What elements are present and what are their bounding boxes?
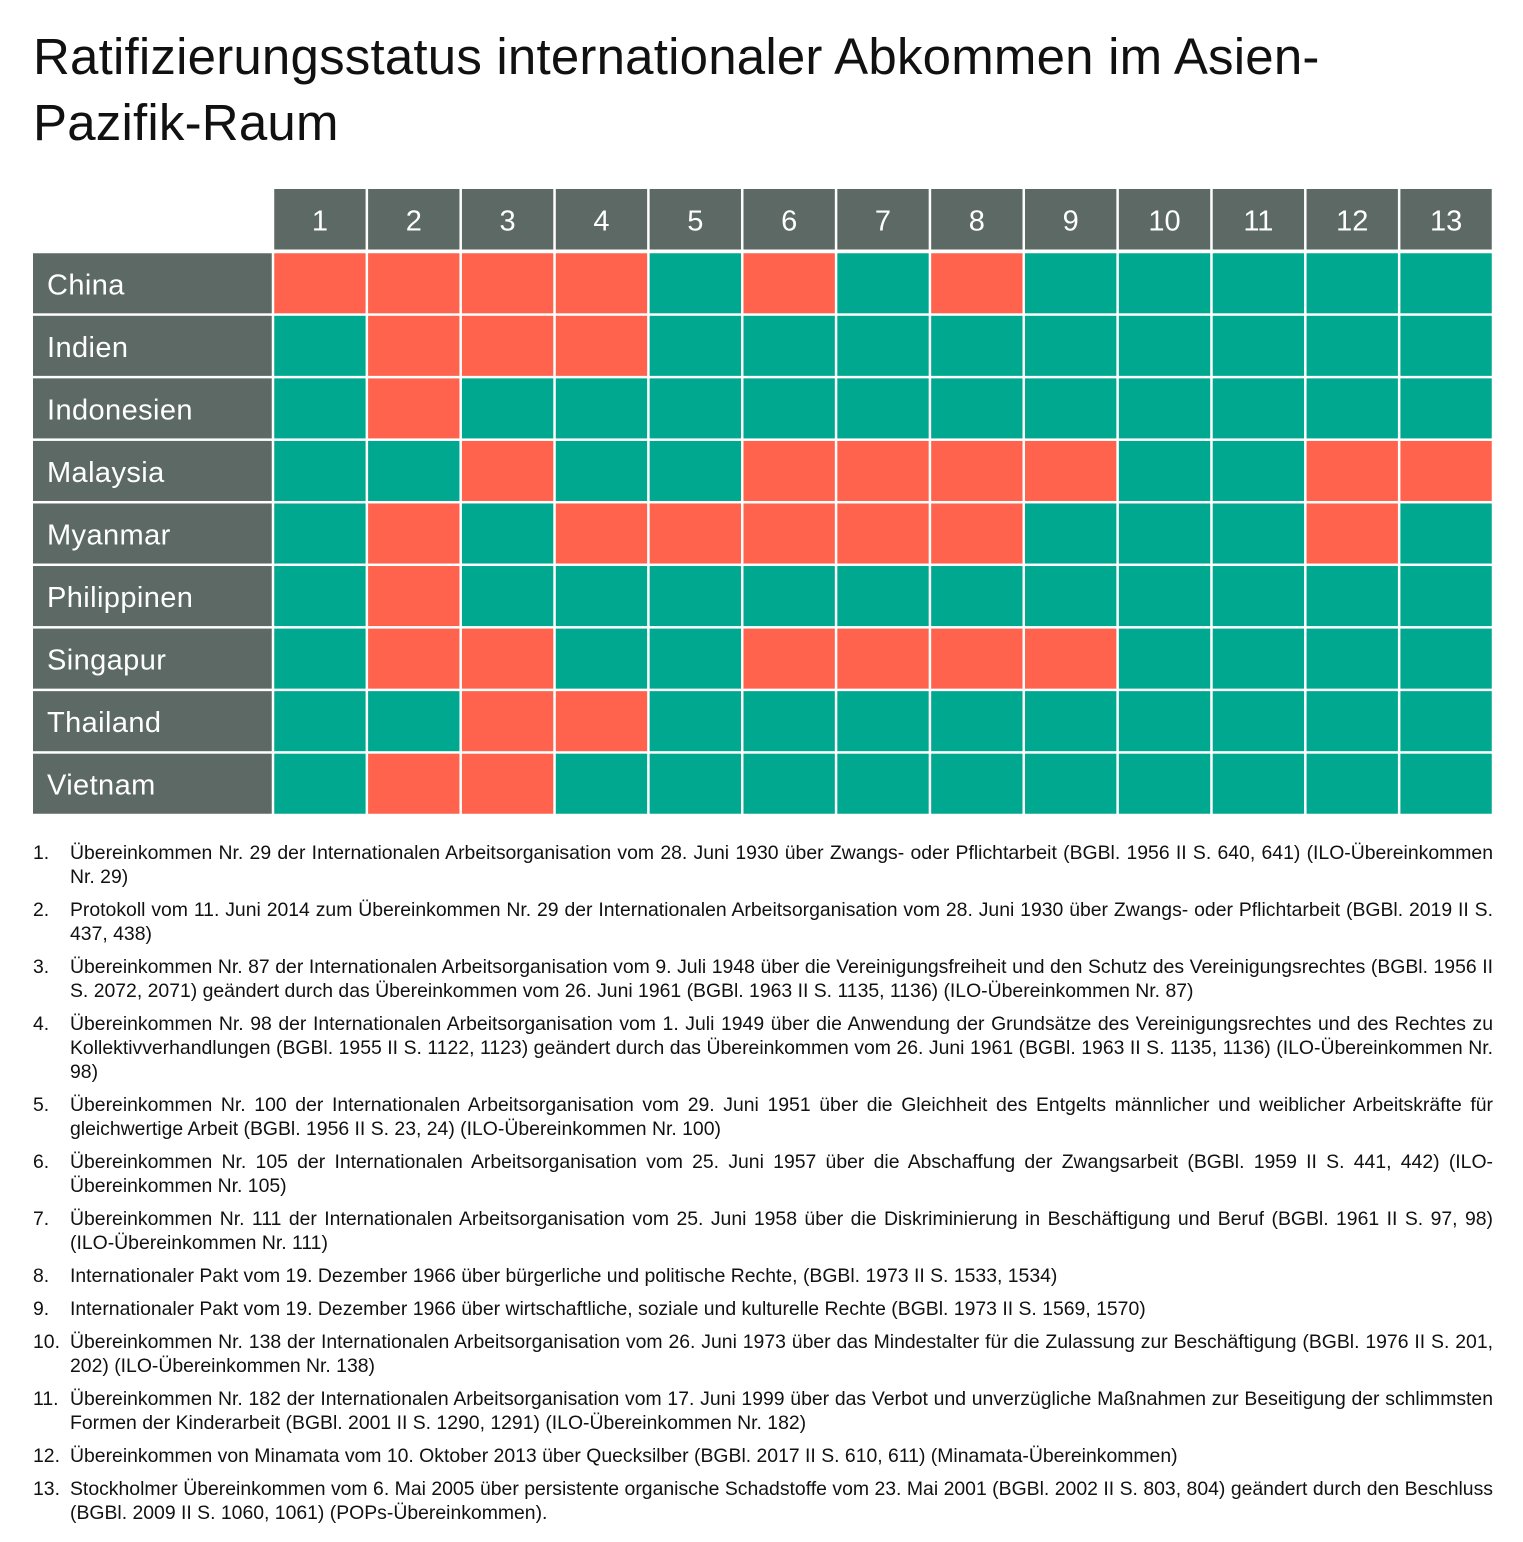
heatmap-cell bbox=[743, 754, 834, 814]
heatmap-cell bbox=[274, 441, 365, 501]
footnote-number: 3. bbox=[33, 956, 50, 978]
heatmap-cell bbox=[1213, 253, 1304, 313]
heatmap-cell bbox=[462, 503, 553, 563]
column-header-label: 4 bbox=[593, 205, 610, 238]
heatmap-cell bbox=[1119, 566, 1210, 626]
heatmap-cell bbox=[556, 253, 647, 313]
heatmap-cell bbox=[1307, 441, 1398, 501]
footnote-item bbox=[33, 1477, 1493, 1525]
footnote-number: 10. bbox=[33, 1331, 60, 1353]
column-header-label: 6 bbox=[781, 205, 798, 238]
row-headers bbox=[33, 253, 272, 814]
heatmap-cell bbox=[743, 316, 834, 376]
heatmap-cell bbox=[274, 378, 365, 438]
heatmap-cell bbox=[1025, 754, 1116, 814]
heatmap-cell bbox=[1307, 503, 1398, 563]
heatmap-cell bbox=[837, 316, 928, 376]
heatmap-cell bbox=[1025, 691, 1116, 751]
heatmap-cell bbox=[274, 754, 365, 814]
heatmap-cell bbox=[743, 441, 834, 501]
heatmap-cell bbox=[462, 253, 553, 313]
heatmap-cell bbox=[1307, 566, 1398, 626]
footnote-item bbox=[33, 841, 1493, 889]
column-header-label: 11 bbox=[1243, 205, 1274, 238]
heatmap-cell bbox=[274, 691, 365, 751]
chart-title: Ratifizierungsstatus internationaler Abkommen im Asien-Pazifik-Raum bbox=[33, 28, 1320, 151]
heatmap-cell bbox=[1213, 691, 1304, 751]
row-header-label: Myanmar bbox=[47, 519, 171, 552]
footnote-number: 1. bbox=[33, 842, 50, 864]
footnote-number: 5. bbox=[33, 1094, 50, 1116]
heatmap-cell bbox=[1213, 754, 1304, 814]
footnote-number: 4. bbox=[33, 1013, 50, 1035]
heatmap-cell bbox=[556, 503, 647, 563]
heatmap-cell bbox=[743, 378, 834, 438]
heatmap-cell bbox=[650, 378, 741, 438]
footnote-text: Protokoll vom 11. Juni 2014 zum Übereinkommen Nr. 29 der Internationalen Arbeitsorganisation vom 28. Juni 1930 über Zwangs- oder Pflichtarbeit (BGBl. 2019 II S. 437, 438) bbox=[70, 899, 1493, 945]
heatmap-cell bbox=[1400, 378, 1491, 438]
heatmap-cell bbox=[1307, 754, 1398, 814]
heatmap-cell bbox=[274, 316, 365, 376]
row-header-label: Indonesien bbox=[47, 394, 193, 427]
heatmap-cell bbox=[368, 754, 459, 814]
heatmap-cell bbox=[837, 754, 928, 814]
footnote-text: Übereinkommen Nr. 87 der Internationalen Arbeitsorganisation vom 9. Juli 1948 über die Vereinigungsfreiheit und den Schutz des Vereinigungsrechtes (BGBl. 1956 II S. 2072, 2071) geändert durch das Übereinkommen vom 26. Juni 1961 (BGBl. 1963 II S. 1135, 1136) (ILO-Übereinkommen Nr. 87) bbox=[70, 956, 1493, 1002]
column-header-label: 1 bbox=[311, 205, 328, 238]
footnote-number: 8. bbox=[33, 1265, 50, 1287]
footnote-item bbox=[33, 1150, 1493, 1198]
heatmap-cell bbox=[1025, 378, 1116, 438]
heatmap-cell bbox=[1213, 441, 1304, 501]
footnote-text: Stockholmer Übereinkommen vom 6. Mai 2005 über persistente organische Schadstoffe vom 23. Mai 2001 (BGBl. 2002 II S. 803, 804) geändert durch den Beschluss (BGBl. 2009 II S. 1060, 1061) (POPs-Übereinkommen). bbox=[70, 1478, 1493, 1524]
heatmap-cell bbox=[368, 691, 459, 751]
heatmap-cell bbox=[462, 754, 553, 814]
heatmap-cell bbox=[556, 566, 647, 626]
footnote-item bbox=[33, 1207, 1493, 1255]
heatmap-cell bbox=[931, 629, 1022, 689]
heatmap-cell bbox=[743, 629, 834, 689]
heatmap-cell bbox=[650, 691, 741, 751]
heatmap-cell bbox=[1119, 503, 1210, 563]
footnote-text: Internationaler Pakt vom 19. Dezember 1966 über bürgerliche und politische Rechte, (BGBl. 1973 II S. 1533, 1534) bbox=[70, 1265, 1058, 1287]
footnote-item bbox=[33, 1387, 1493, 1435]
heatmap-cell bbox=[274, 566, 365, 626]
heatmap-cell bbox=[1400, 691, 1491, 751]
footnote-text: Internationaler Pakt vom 19. Dezember 1966 über wirtschaftliche, soziale und kulturelle Rechte (BGBl. 1973 II S. 1569, 1570) bbox=[70, 1298, 1146, 1320]
heatmap-cell bbox=[1119, 378, 1210, 438]
heatmap-cell bbox=[1025, 503, 1116, 563]
footnote-item bbox=[33, 1093, 1493, 1141]
column-header-label: 9 bbox=[1062, 205, 1079, 238]
row-header-label: Philippinen bbox=[47, 582, 194, 615]
heatmap-cell bbox=[1400, 316, 1491, 376]
column-header-label: 5 bbox=[687, 205, 704, 238]
heatmap-cell bbox=[650, 316, 741, 376]
heatmap-cell bbox=[1119, 629, 1210, 689]
heatmap-cell bbox=[931, 316, 1022, 376]
column-header-label: 13 bbox=[1429, 205, 1463, 238]
footnote-text: Übereinkommen Nr. 111 der Internationalen Arbeitsorganisation vom 25. Juni 1958 über die Diskriminierung in Beschäftigung und Beruf (BGBl. 1961 II S. 97, 98) (ILO-Übereinkommen Nr. 111) bbox=[70, 1208, 1493, 1254]
heatmap-cell bbox=[931, 378, 1022, 438]
heatmap-cell bbox=[837, 691, 928, 751]
heatmap-cell bbox=[837, 503, 928, 563]
footnote-number: 13. bbox=[33, 1478, 60, 1500]
heatmap-cell bbox=[931, 754, 1022, 814]
heatmap-cell bbox=[1213, 629, 1304, 689]
heatmap-cell bbox=[931, 441, 1022, 501]
heatmap-cell bbox=[931, 503, 1022, 563]
heatmap-cell bbox=[556, 378, 647, 438]
heatmap-cell bbox=[1025, 441, 1116, 501]
heatmap-cell bbox=[1119, 754, 1210, 814]
heatmap-cell bbox=[1025, 253, 1116, 313]
footnote-item bbox=[33, 1012, 1493, 1084]
heatmap-cell bbox=[1119, 691, 1210, 751]
footnote-item bbox=[33, 1264, 1493, 1288]
heatmap-cell bbox=[1400, 629, 1491, 689]
heatmap-cell bbox=[743, 503, 834, 563]
heatmap-cell bbox=[274, 503, 365, 563]
heatmap-cell bbox=[743, 566, 834, 626]
heatmap-cell bbox=[650, 253, 741, 313]
heatmap-cell bbox=[1119, 253, 1210, 313]
row-header-label: Vietnam bbox=[47, 769, 156, 802]
column-headers bbox=[274, 189, 1492, 250]
heatmap-cell bbox=[1307, 316, 1398, 376]
heatmap-cell bbox=[837, 378, 928, 438]
row-header-label: Thailand bbox=[47, 707, 162, 740]
footnote-number: 6. bbox=[33, 1151, 50, 1173]
footnote-item bbox=[33, 1297, 1493, 1321]
heatmap-cell bbox=[368, 629, 459, 689]
heatmap-cell bbox=[1213, 378, 1304, 438]
heatmap-cell bbox=[1025, 316, 1116, 376]
heatmap-cell bbox=[1213, 566, 1304, 626]
column-header-label: 12 bbox=[1336, 205, 1369, 238]
row-header-label: Malaysia bbox=[47, 456, 165, 489]
footnote-item bbox=[33, 1444, 1493, 1468]
heatmap-cell bbox=[743, 691, 834, 751]
footnote-text: Übereinkommen Nr. 138 der Internationalen Arbeitsorganisation vom 26. Juni 1973 über das Mindestalter für die Zulassung zur Beschäftigung (BGBl. 1976 II S. 201, 202) (ILO-Übereinkommen Nr. 138) bbox=[70, 1331, 1493, 1377]
footnote-text: Übereinkommen Nr. 182 der Internationalen Arbeitsorganisation vom 17. Juni 1999 über das Verbot und unverzügliche Maßnahmen zur Beseitigung der schlimmsten Formen der Kinderarbeit (BGBl. 2001 II S. 1290, 1291) (ILO-Übereinkommen Nr. 182) bbox=[70, 1388, 1493, 1434]
heatmap-cell bbox=[650, 566, 741, 626]
column-header-label: 7 bbox=[874, 205, 892, 238]
footnote-text: Übereinkommen Nr. 98 der Internationalen Arbeitsorganisation vom 1. Juli 1949 über die Anwendung der Grundsätze des Vereinigungsrechtes und des Rechtes zu Kollektivverhandlungen (BGBl. 1955 II S. 1122, 1123) geändert durch das Übereinkommen vom 26. Juni 1961 (BGBl. 1963 II S. 1135, 1136) (ILO-Übereinkommen Nr. 98) bbox=[70, 1013, 1493, 1083]
heatmap-cell bbox=[837, 441, 928, 501]
heatmap-cell bbox=[462, 378, 553, 438]
footnote-text: Übereinkommen Nr. 105 der Internationalen Arbeitsorganisation vom 25. Juni 1957 über die Abschaffung der Zwangsarbeit (BGBl. 1959 II S. 441, 442) (ILO-Übereinkommen Nr. 105) bbox=[70, 1151, 1493, 1197]
heatmap-cell bbox=[274, 253, 365, 313]
heatmap-cell bbox=[556, 691, 647, 751]
footnote-item bbox=[33, 1330, 1493, 1378]
heatmap-cells bbox=[274, 253, 1492, 814]
heatmap-cell bbox=[1119, 316, 1210, 376]
heatmap-cell bbox=[650, 441, 741, 501]
heatmap-cell bbox=[650, 754, 741, 814]
heatmap-cell bbox=[1213, 316, 1304, 376]
heatmap-cell bbox=[1119, 441, 1210, 501]
heatmap-cell bbox=[931, 566, 1022, 626]
heatmap-cell bbox=[931, 253, 1022, 313]
heatmap-cell bbox=[368, 441, 459, 501]
heatmap-cell bbox=[1213, 503, 1304, 563]
footnote-text: Übereinkommen Nr. 29 der Internationalen Arbeitsorganisation vom 28. Juni 1930 über Zwangs- oder Pflichtarbeit (BGBl. 1956 II S. 640, 641) (ILO-Übereinkommen Nr. 29) bbox=[70, 842, 1493, 888]
heatmap-cell bbox=[368, 316, 459, 376]
footnote-item bbox=[33, 898, 1493, 946]
heatmap-cell bbox=[1307, 691, 1398, 751]
heatmap-cell bbox=[1400, 754, 1491, 814]
heatmap-cell bbox=[837, 629, 928, 689]
column-header-label: 2 bbox=[405, 205, 422, 238]
heatmap-cell bbox=[1307, 378, 1398, 438]
heatmap-cell bbox=[743, 253, 834, 313]
footnotes-list bbox=[33, 841, 1493, 1534]
heatmap-cell bbox=[462, 629, 553, 689]
heatmap-cell bbox=[1400, 503, 1491, 563]
footnote-number: 9. bbox=[33, 1298, 50, 1320]
heatmap-cell bbox=[650, 629, 741, 689]
footnote-item bbox=[33, 955, 1493, 1003]
heatmap-cell bbox=[1025, 566, 1116, 626]
footnote-number: 7. bbox=[33, 1208, 50, 1230]
heatmap-cell bbox=[368, 566, 459, 626]
row-header-label: China bbox=[47, 269, 125, 302]
heatmap-cell bbox=[368, 378, 459, 438]
heatmap-cell bbox=[1400, 253, 1491, 313]
heatmap-cell bbox=[462, 566, 553, 626]
heatmap-cell bbox=[1307, 629, 1398, 689]
heatmap-cell bbox=[931, 691, 1022, 751]
heatmap-cell bbox=[837, 253, 928, 313]
column-header-label: 8 bbox=[968, 205, 985, 238]
heatmap-cell bbox=[556, 754, 647, 814]
footnote-number: 2. bbox=[33, 899, 50, 921]
heatmap-cell bbox=[1025, 629, 1116, 689]
heatmap-cell bbox=[556, 316, 647, 376]
heatmap-cell bbox=[1400, 566, 1491, 626]
heatmap-cell bbox=[368, 503, 459, 563]
footnote-number: 12. bbox=[33, 1445, 60, 1467]
footnote-text: Übereinkommen von Minamata vom 10. Oktober 2013 über Quecksilber (BGBl. 2017 II S. 610, 611) (Minamata-Übereinkommen) bbox=[70, 1445, 1178, 1467]
row-header-label: Indien bbox=[47, 331, 129, 364]
heatmap-cell bbox=[462, 316, 553, 376]
heatmap-cell bbox=[274, 629, 365, 689]
heatmap-cell bbox=[1400, 441, 1491, 501]
row-header-label: Singapur bbox=[47, 644, 167, 677]
heatmap-cell bbox=[556, 629, 647, 689]
footnote-number: 11. bbox=[33, 1388, 59, 1410]
footnote-text: Übereinkommen Nr. 100 der Internationalen Arbeitsorganisation vom 29. Juni 1951 über die Gleichheit des Entgelts männlicher und weiblicher Arbeitskräfte für gleichwertige Arbeit (BGBl. 1956 II S. 23, 24) (ILO-Übereinkommen Nr. 100) bbox=[70, 1094, 1493, 1140]
heatmap-cell bbox=[462, 691, 553, 751]
column-header-label: 3 bbox=[499, 205, 516, 238]
heatmap-cell bbox=[837, 566, 928, 626]
heatmap-cell bbox=[650, 503, 741, 563]
heatmap-cell bbox=[556, 441, 647, 501]
heatmap-cell bbox=[368, 253, 459, 313]
column-header-label: 10 bbox=[1148, 205, 1181, 238]
heatmap-cell bbox=[1307, 253, 1398, 313]
heatmap-cell bbox=[462, 441, 553, 501]
